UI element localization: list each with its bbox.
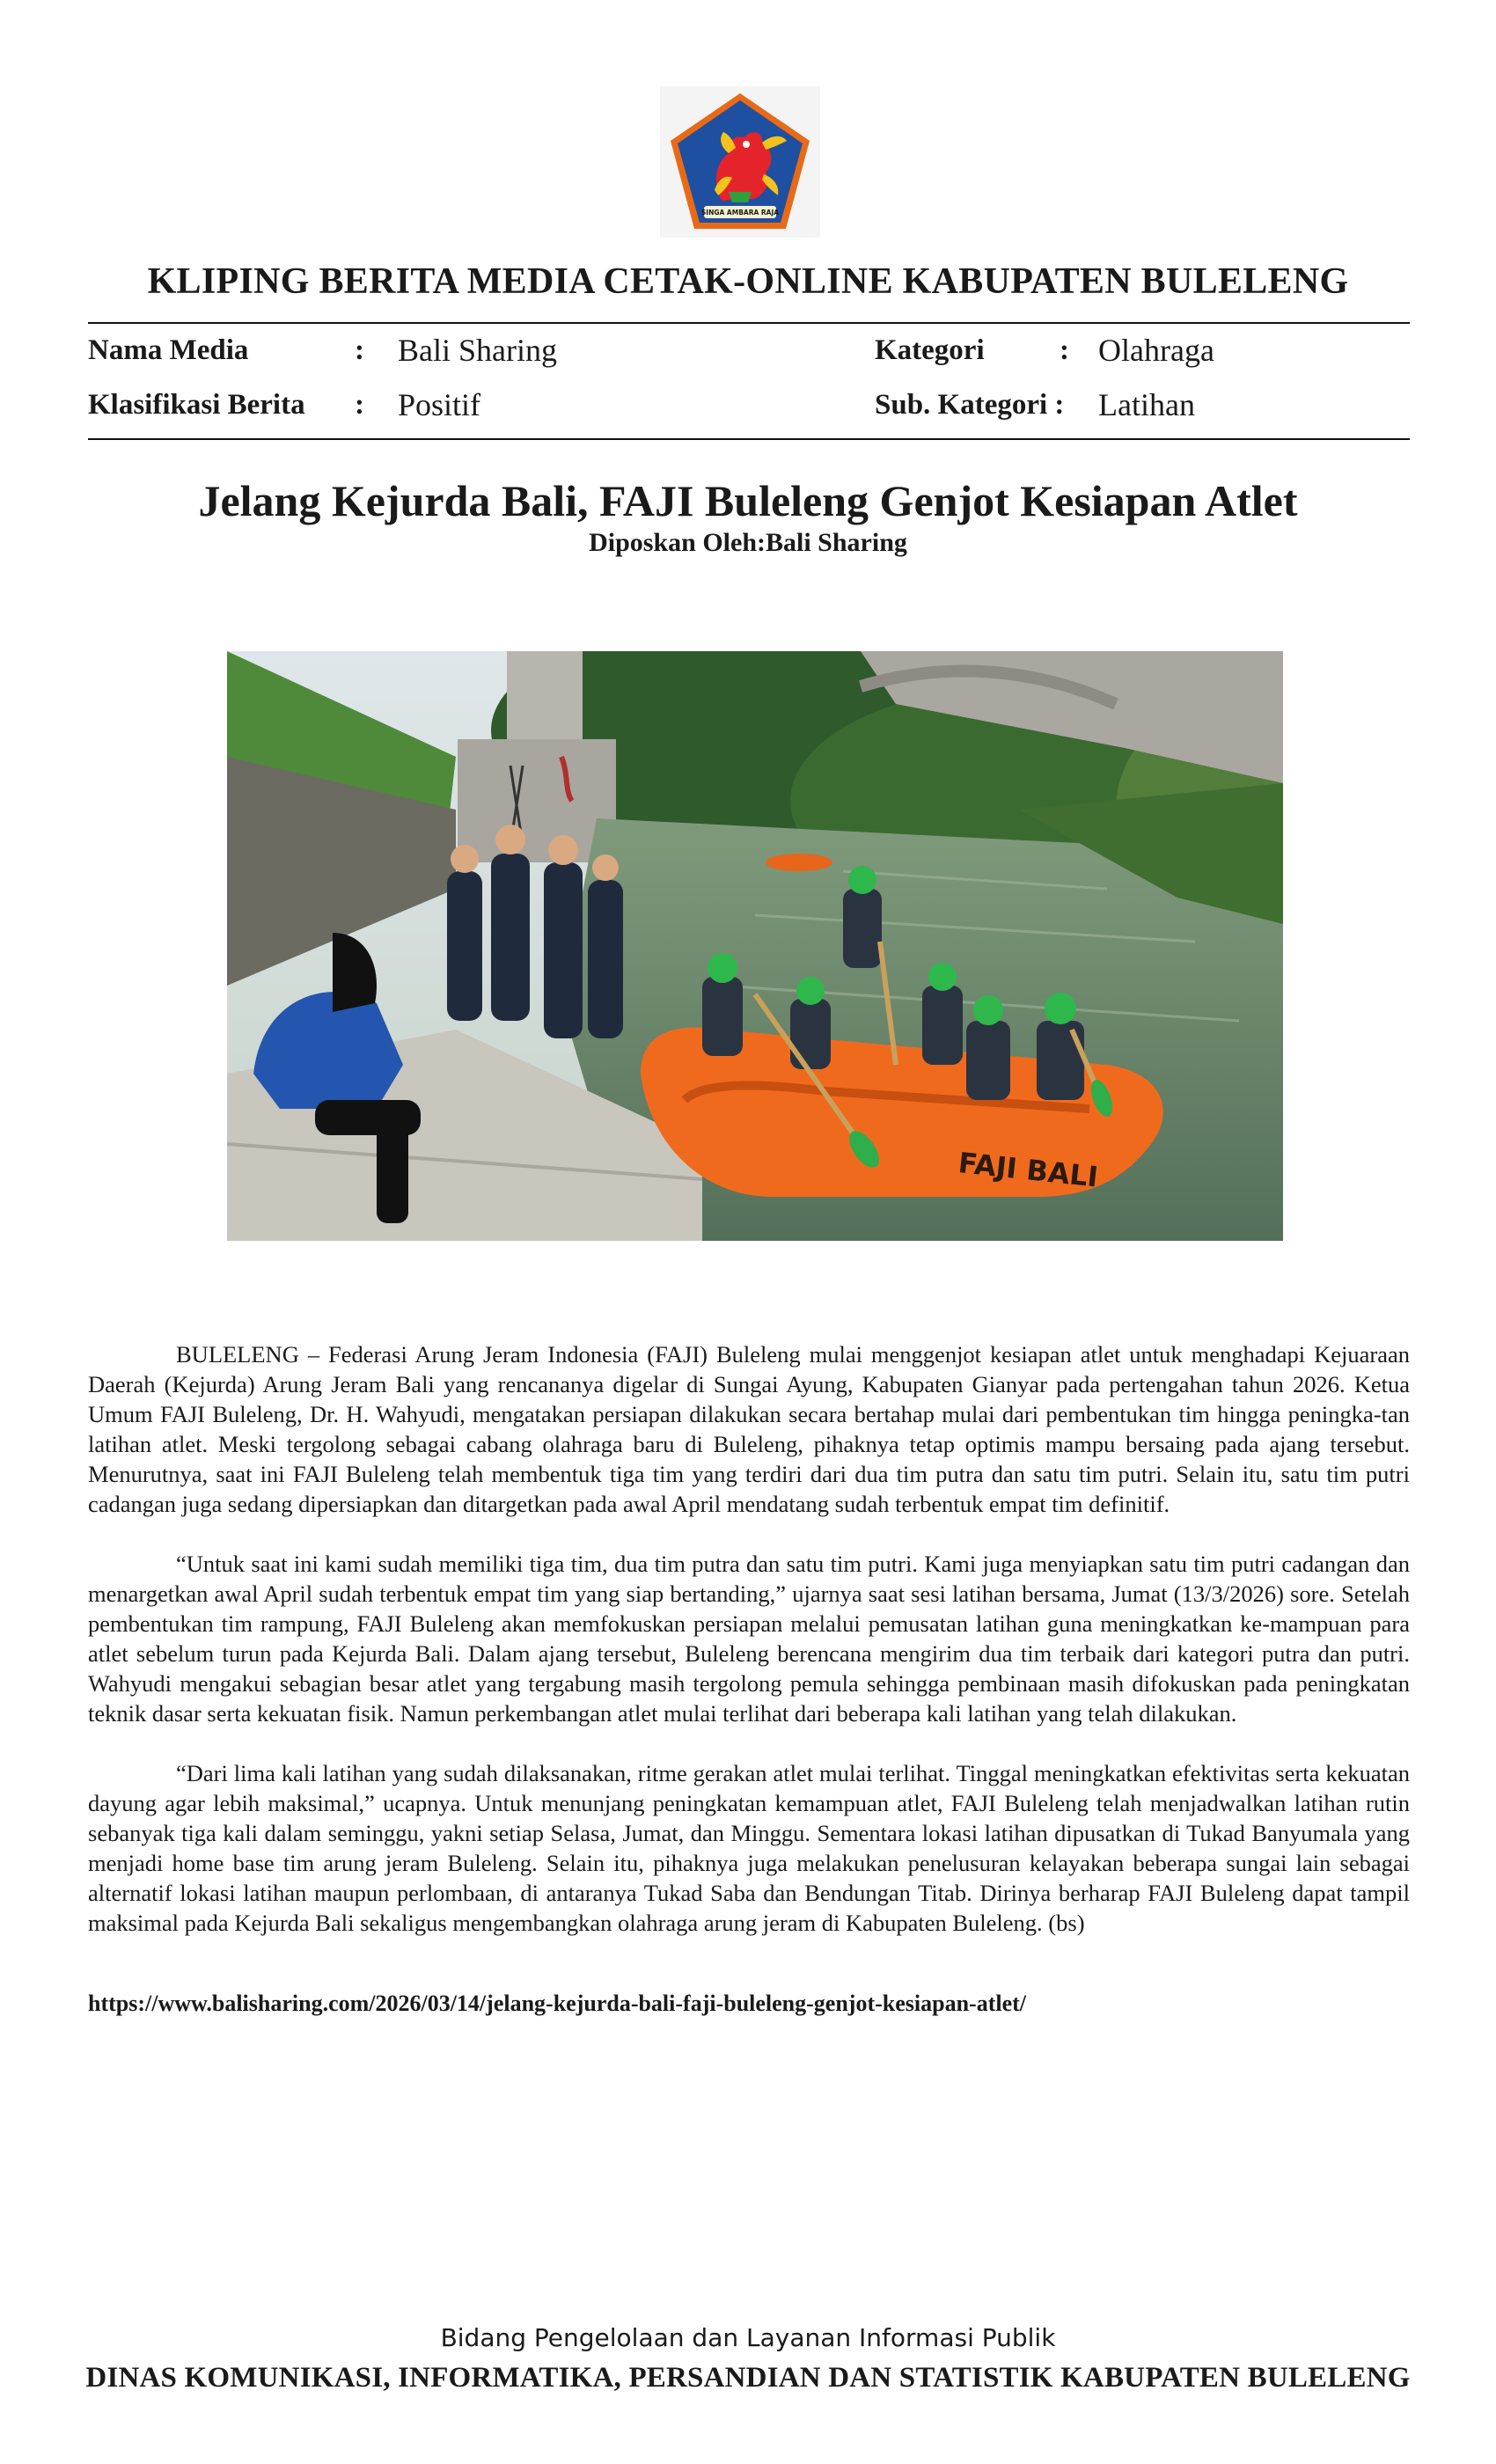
footer-agency: DINAS KOMUNIKASI, INFORMATIKA, PERSANDIAN DAN STATISTIK KABUPATEN BULELENG [85, 2362, 1411, 2394]
subcategory-label: Sub. Kategori : [875, 389, 1065, 421]
classification-colon: : [355, 389, 364, 421]
classification-label: Klasifikasi Berita [88, 389, 305, 421]
article-photo [227, 651, 1283, 1241]
article-body [88, 1339, 1410, 1968]
article-paragraph: BULELENG – Federasi Arung Jeram Indonesia (FAJI) Buleleng mulai menggenjot kesiapan atlet untuk menghadapi Kejuaraan Daerah (Kejurda) Arung Jeram Bali yang rencananya digelar di Sungai Ayung, Kabupaten Gianyar pada pertengahan tahun 2026. Ketua Umum FAJI Buleleng, Dr. H. Wahyudi, mengatakan persiapan dilakukan secara bertahap mulai dari pembentukan tim hingga peningka-tan latihan atlet. Meski tergolong sebagai cabang olahraga baru di Buleleng, pihaknya tetap optimis mampu bersaing pada ajang tersebut. Menurutnya, saat ini FAJI Buleleng telah membentuk tiga tim yang terdiri dari dua tim putra dan satu tim putri. Selain itu, satu tim putri cadangan juga sedang dipersiapkan dan ditargetkan pada awal April mendatang sudah terbentuk empat tim definitif. [88, 1341, 1410, 1517]
media-label: Nama Media [88, 334, 249, 366]
raft-label: FAJI BALI [957, 1146, 1100, 1194]
buleleng-regency-crest-icon [660, 86, 820, 238]
footer-division: Bidang Pengelolaan dan Layanan Informasi Publik [440, 2323, 1056, 2352]
meta-row-classification [0, 385, 1496, 424]
source-url-link[interactable]: https://www.balisharing.com/2026/03/14/jelang-kejurda-bali-faji-buleleng-genjot-kesiapan-atlet/ [88, 1991, 1026, 2016]
header-divider-top [88, 322, 1410, 324]
article-paragraph: “Dari lima kali latihan yang sudah dilaksanakan, ritme gerakan atlet mulai terlihat. Tinggal meningkatkan efektivitas serta kekuatan dayung agar lebih maksimal,” ucapnya. Untuk menunjang peningkatan kemampuan atlet, FAJI Buleleng telah menjadwalkan latihan rutin sebanyak tiga kali dalam seminggu, yakni setiap Selasa, Jumat, dan Minggu. Sementara lokasi latihan dipusatkan di Tukad Banyumala yang menjadi home base tim arung jeram Buleleng. Selain itu, pihaknya juga melakukan penelusuran kelayakan beberapa sungai lain sebagai alternatif lokasi latihan maupun perlombaan, di antaranya Tukad Saba dan Bendungan Titab. Dirinya berharap FAJI Buleleng dapat tampil maksimal pada Kejurda Bali sekaligus mengembangkan olahraga arung jeram di Kabupaten Buleleng. (bs) [88, 1760, 1410, 1936]
article-headline: Jelang Kejurda Bali, FAJI Buleleng Genjot Kesiapan Atlet [198, 476, 1298, 525]
header-divider-bottom [88, 438, 1410, 440]
media-value: Bali Sharing [398, 333, 557, 368]
article-byline: Diposkan Oleh:Bali Sharing [589, 528, 907, 557]
classification-value: Positif [398, 387, 481, 422]
subcategory-value: Latihan [1098, 387, 1195, 422]
crest-motto: SINGA AMBARA RAJA [700, 209, 780, 216]
category-colon: : [1060, 334, 1069, 366]
category-value: Olahraga [1098, 333, 1214, 368]
document-title: KLIPING BERITA MEDIA CETAK-ONLINE KABUPATEN BULELENG [147, 261, 1349, 302]
article-paragraph: “Untuk saat ini kami sudah memiliki tiga tim, dua tim putra dan satu tim putri. Kami juga menyiapkan satu tim putri cadangan dan menargetkan awal April sudah terbentuk empat tim yang siap bertanding,” ujarnya saat sesi latihan bersama, Jumat (13/3/2026) sore. Setelah pembentukan tim rampung, FAJI Buleleng akan memfokuskan persiapan melalui pemusatan latihan guna meningkatkan ke-mampuan para atlet sebelum turun pada Kejurda Bali. Dalam ajang tersebut, Buleleng berencana mengirim dua tim terbaik dari kategori putra dan putri. Wahyudi mengakui sebagian besar atlet yang tergabung masih tergolong pemula sehingga pembinaan masih difokuskan pada peningkatan teknik dasar serta kekuatan fisik. Namun perkembangan atlet mulai terlihat dari beberapa kali latihan yang telah dilakukan. [88, 1551, 1410, 1727]
media-colon: : [355, 334, 364, 366]
meta-row-media [0, 331, 1496, 370]
category-label: Kategori [875, 334, 985, 366]
